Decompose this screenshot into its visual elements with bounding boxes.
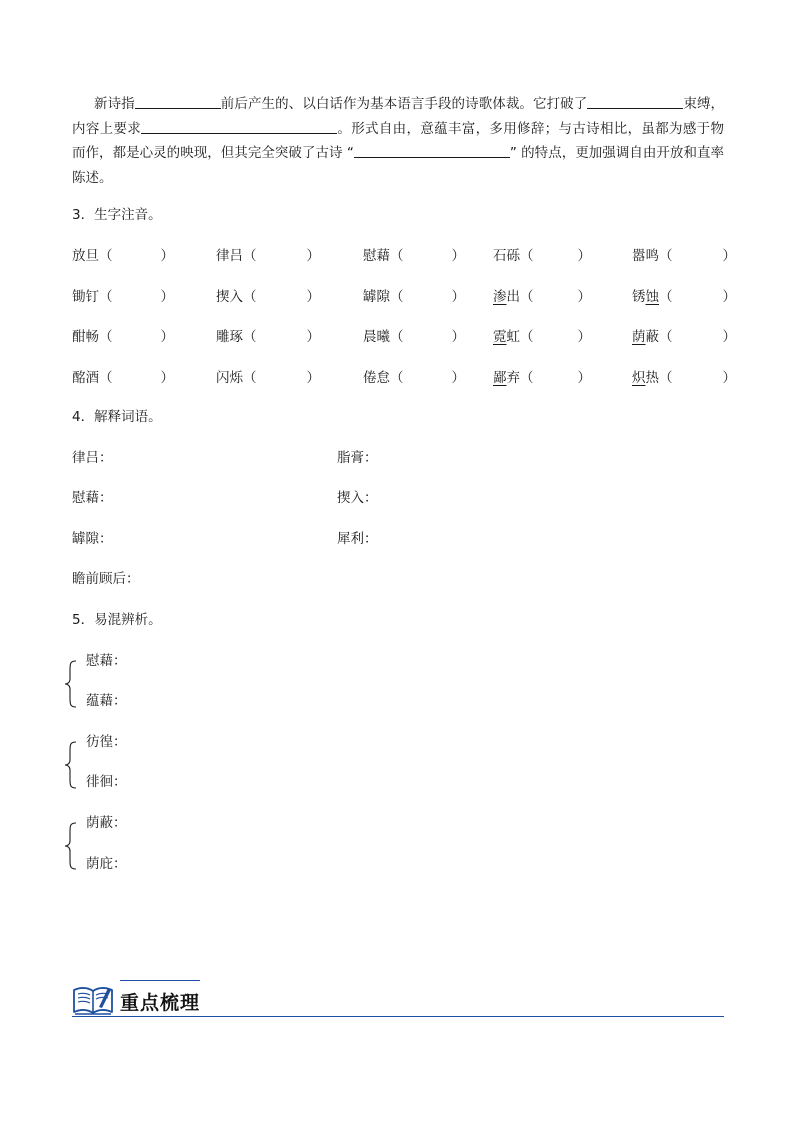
section-banner	[72, 978, 724, 1022]
pinyin-item	[72, 285, 174, 305]
close-paren: ）	[306, 248, 320, 264]
section-3-heading: 3．生字注音。	[72, 207, 162, 223]
pinyin-item	[216, 285, 320, 305]
pinyin-word: 炽热	[632, 370, 659, 386]
pinyin-row	[72, 244, 736, 264]
open-paren: （	[659, 289, 673, 305]
section-title: 重点梳理	[120, 992, 201, 1014]
pinyin-item	[363, 366, 465, 386]
pinyin-word: 锄钉	[72, 289, 99, 305]
close-paren: ）	[577, 289, 591, 305]
confusable-word: 荫庇：	[86, 856, 127, 872]
fill-blank-4[interactable]	[354, 143, 510, 158]
fill-blank-1[interactable]	[135, 94, 221, 109]
pinyin-word: 锈蚀	[632, 289, 659, 305]
close-paren: ）	[451, 248, 465, 264]
close-paren: ）	[160, 370, 174, 386]
pinyin-word: 雕琢	[216, 329, 243, 345]
intro-paragraph	[72, 92, 724, 190]
close-paren: ）	[577, 370, 591, 386]
open-paren: （	[243, 370, 257, 386]
close-paren: ）	[160, 248, 174, 264]
open-paren: （	[390, 329, 404, 345]
confusable-word: 徘徊：	[86, 774, 127, 790]
brace-icon	[64, 660, 78, 708]
confusable-word: 蕴藉：	[86, 693, 127, 709]
open-paren: （	[390, 289, 404, 305]
close-paren: ）	[451, 289, 465, 305]
pinyin-word: 鄙弃	[493, 370, 520, 386]
section-5-heading: 5．易混辨析。	[72, 612, 162, 628]
close-paren: ）	[577, 248, 591, 264]
pinyin-item	[493, 285, 591, 305]
open-paren: （	[520, 248, 534, 264]
pinyin-word: 倦怠	[363, 370, 390, 386]
intro-text: 新诗指	[94, 96, 135, 112]
open-paren: （	[243, 289, 257, 305]
pinyin-word: 律吕	[216, 248, 243, 264]
pinyin-item	[632, 285, 736, 305]
open-paren: （	[520, 370, 534, 386]
pinyin-row	[72, 366, 736, 386]
pinyin-word: 闪烁	[216, 370, 243, 386]
brace-icon	[64, 741, 78, 789]
pinyin-item	[493, 366, 591, 386]
pinyin-word: 霓虹	[493, 329, 520, 345]
close-paren: ）	[722, 248, 736, 264]
pinyin-item	[216, 244, 320, 264]
open-paren: （	[99, 370, 113, 386]
pinyin-word: 放旦	[72, 248, 99, 264]
open-paren: （	[520, 289, 534, 305]
pinyin-word: 石砾	[493, 248, 520, 264]
close-paren: ）	[451, 370, 465, 386]
confusable-word: 荫蔽：	[86, 815, 127, 831]
close-paren: ）	[722, 289, 736, 305]
banner-top-line	[120, 980, 200, 981]
close-paren: ）	[722, 329, 736, 345]
pinyin-item	[632, 325, 736, 345]
term-label: 瞻前顾后：	[72, 571, 140, 587]
close-paren: ）	[451, 329, 465, 345]
pinyin-row	[72, 325, 736, 345]
pinyin-item	[363, 325, 465, 345]
confusable-word: 慰藉：	[86, 653, 127, 669]
open-paren: （	[390, 370, 404, 386]
open-book-icon	[72, 982, 114, 1016]
pinyin-word: 嚣鸣	[632, 248, 659, 264]
pinyin-row	[72, 285, 736, 305]
intro-text: 。形式自由，意蕴丰富，多用修辞；与古诗相比，虽都为感于物而作，都是心灵的映现，但其完全突破了古诗 “	[72, 120, 725, 161]
intro-text: 前后产生的、以白话作为基本语言手段的诗歌体裁。它打破了	[220, 96, 588, 112]
term-label: 律吕：	[72, 450, 113, 466]
open-paren: （	[659, 370, 673, 386]
pinyin-item	[72, 244, 174, 264]
banner-underline	[72, 1016, 724, 1017]
open-paren: （	[243, 329, 257, 345]
close-paren: ）	[306, 370, 320, 386]
pinyin-word: 酣畅	[72, 329, 99, 345]
pinyin-word: 荫蔽	[632, 329, 659, 345]
close-paren: ）	[722, 370, 736, 386]
pinyin-item	[216, 366, 320, 386]
term-label: 犀利：	[337, 531, 378, 547]
term-label: 揳入：	[337, 490, 378, 506]
pinyin-item	[493, 325, 591, 345]
pinyin-word: 晨曦	[363, 329, 390, 345]
open-paren: （	[390, 248, 404, 264]
pinyin-item	[363, 244, 465, 264]
confusable-word: 彷徨：	[86, 734, 127, 750]
close-paren: ）	[160, 289, 174, 305]
section-4-heading: 4．解释词语。	[72, 409, 162, 425]
close-paren: ）	[306, 289, 320, 305]
open-paren: （	[243, 248, 257, 264]
pinyin-item	[72, 325, 174, 345]
term-label: 慰藉：	[72, 490, 113, 506]
pinyin-item	[632, 366, 736, 386]
close-paren: ）	[306, 329, 320, 345]
term-label: 罅隙：	[72, 531, 113, 547]
open-paren: （	[659, 248, 673, 264]
pinyin-word: 罅隙	[363, 289, 390, 305]
close-paren: ）	[577, 329, 591, 345]
brace-icon	[64, 822, 78, 870]
pinyin-item	[632, 244, 736, 264]
fill-blank-2[interactable]	[587, 94, 683, 109]
pinyin-item	[72, 366, 174, 386]
term-label: 脂膏：	[337, 450, 378, 466]
fill-blank-3[interactable]	[141, 119, 337, 134]
intro-text: ” 的特点，更加强调自由开放和直率陈述。	[72, 145, 724, 186]
pinyin-word: 酩酒	[72, 370, 99, 386]
intro-text: 束缚，内容上要求	[72, 96, 725, 137]
open-paren: （	[659, 329, 673, 345]
pinyin-word: 揳入	[216, 289, 243, 305]
open-paren: （	[99, 289, 113, 305]
pinyin-word: 渗出	[493, 289, 520, 305]
open-paren: （	[99, 248, 113, 264]
pinyin-item	[216, 325, 320, 345]
open-paren: （	[99, 329, 113, 345]
close-paren: ）	[160, 329, 174, 345]
pinyin-item	[363, 285, 465, 305]
pinyin-word: 慰藉	[363, 248, 390, 264]
pinyin-item	[493, 244, 591, 264]
open-paren: （	[520, 329, 534, 345]
